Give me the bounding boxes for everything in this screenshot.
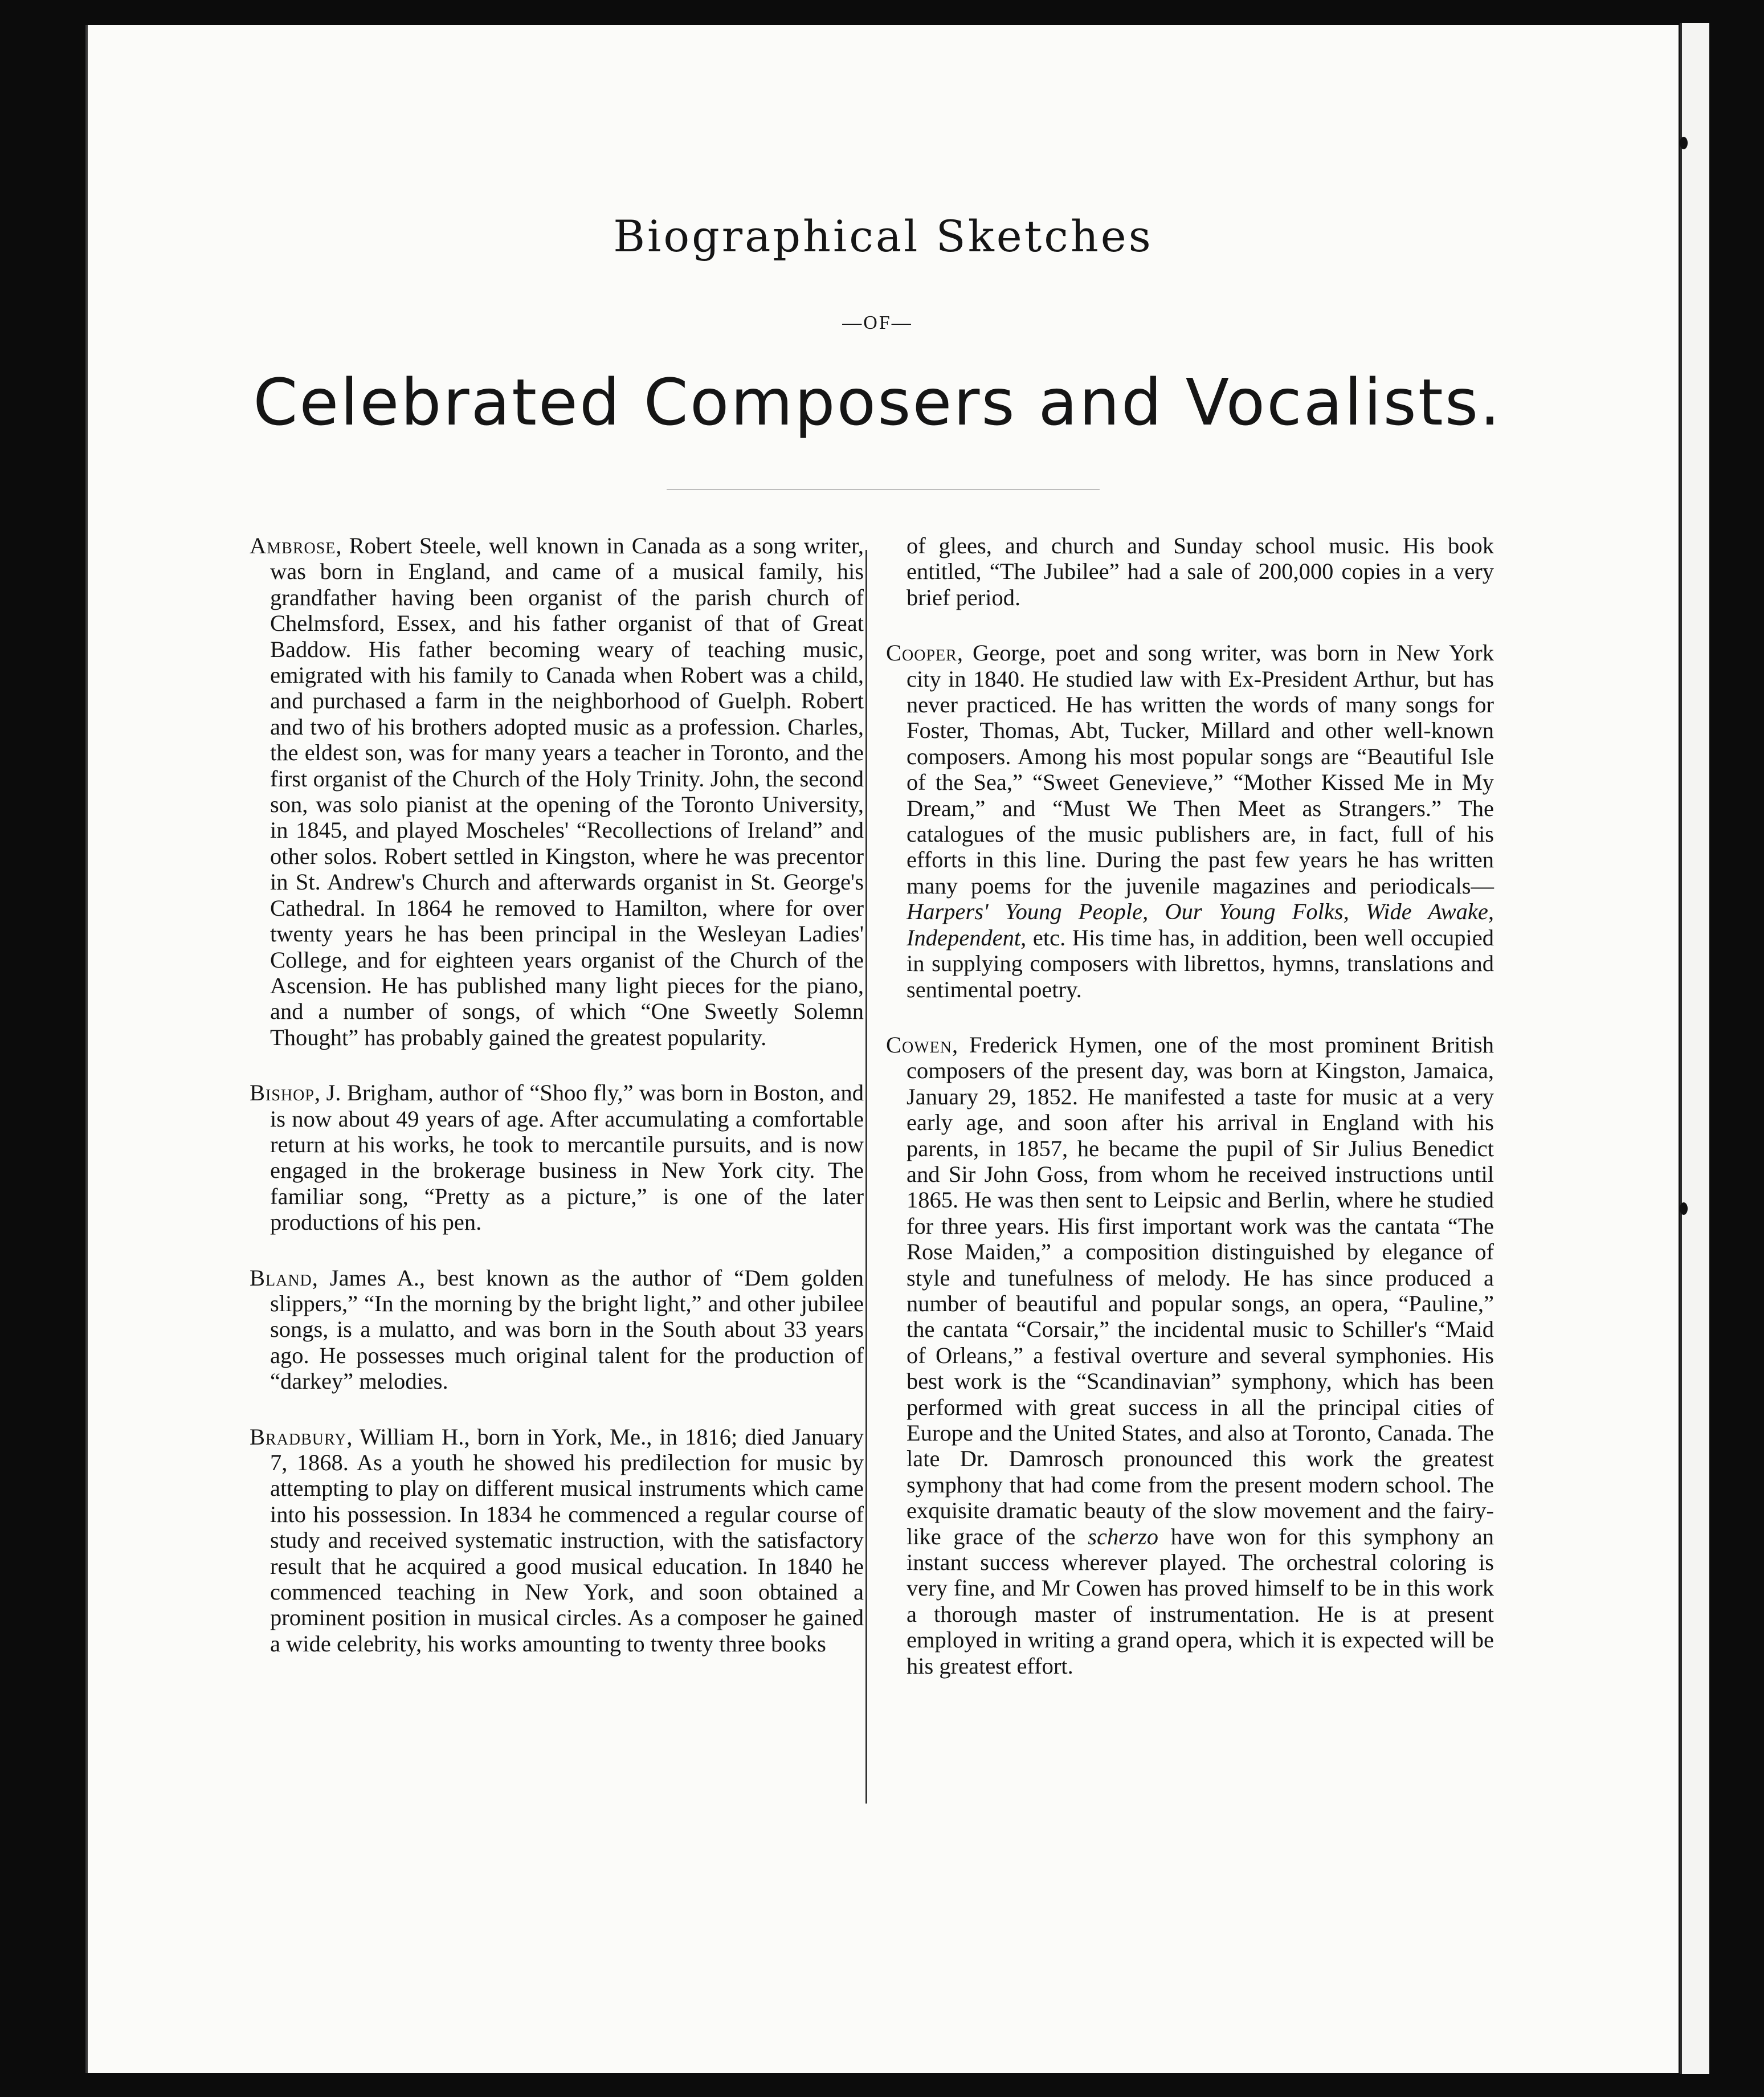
entry-text: of glees, and church and Sunday school music. His book entitled, “The Jubilee” had a sale of 200,000 copies in a very brief period. [906,533,1494,610]
entry-text: , Frederick Hymen, one of the most prominent British composers of the present day, was born at Kingston, Jamaica, January 29, 1852. He manifested a taste for music at a very early age, and soon after his arrival in England with his parents, in 1857, he became the pupil of Sir Julius Benedict and Sir John Goss, from whom he received instructions until 1865. He was then sent to Leipsic and Berlin, where he studied for three years. His first important work was the cantata “The Rose Maiden,” a composition distinguished by elegance of style and tunefulness of melody. He has since produced a number of beautiful and popular songs, an opera, “Pauline,” the cantata “Corsair,” the incidental music to Schiller's “Maid of Orleans,” a festival overture and several symphonies. His best work is the “Scandinavian” symphony, which has been performed with great success in all the principal cities of Europe and the United States, and also at Toronto, Canada. The late Dr. Damrosch pronounced this work the greatest symphony that had come from the present modern school. The exquisite dramatic beauty of the slow movement and the fairy-like grace of the [906,1031,1494,1549]
entry-cowen [886,1032,1494,1679]
entry-text: , George, poet and song writer, was born in New York city in 1840. He studied law with Ex-President Arthur, but has never practiced. He has written the words of many songs for Foster, Thomas, Abt, Tucker, Millard and other well-known composers. Among his most popular songs are “Beautiful Isle of the Sea,” “Sweet Genevieve,” “Mother Kissed Me in My Dream,” and “Must We Then Meet as Strangers.” The catalogues of the music publishers are, in fact, full of his efforts in this line. During the past few years he has written many poems for the juvenile magazines and periodicals— [906,640,1494,899]
entry-bradbury-continued [886,533,1494,610]
entry-text: have won for this symphony an instant success wherever played. The orchestral coloring is very fine, and Mr Cowen has proved himself to be in this work a thorough master of instrumentation. He is at present employed in writing a grand opera, which it is expected will be his greatest effort. [906,1523,1494,1679]
entry-cooper [886,640,1494,1002]
title-of: —OF— [842,312,913,333]
entry-bradbury [250,1424,864,1657]
binding-mark [1680,137,1688,149]
entry-text-italic: scherzo [1088,1523,1159,1549]
column-divider [865,550,867,1804]
entry-text: , James A., best known as the author of “Dem golden slippers,” “In the morning by the bright light,” and other jubilee songs, is a mulatto, and was born in the South about 33 years ago. He possesses much original talent for the production of “darkey” melodies. [270,1264,864,1394]
entry-name: Ambrose [250,533,336,558]
entry-ambrose [250,533,864,1050]
entry-bland [250,1265,864,1394]
entry-name: Cooper [886,640,957,666]
next-page-edge [1680,23,1709,2074]
entry-bishop [250,1080,864,1235]
page-left-edge [85,25,88,2073]
entry-text: , Robert Steele, well known in Canada as a song writer, was born in England, and came of a musical family, his grandfather having been organist of the parish church of Chelmsford, Essex, and his father organist of that of Great Baddow. His father becoming weary of teaching music, emigrated with his family to Canada when Robert was a child, and purchased a farm in the neighborhood of Guelph. Robert and two of his brothers adopted music as a profession. Charles, the eldest son, was for many years a teacher in Toronto, and the first organist of the Church of the Holy Trinity. John, the second son, was solo pianist at the opening of the Toronto University, in 1845, and played Moscheles' “Recollections of Ireland” and other solos. Robert settled in Kingston, where he was precentor in St. Andrew's Church and afterwards organist in St. George's Cathedral. In 1864 he removed to Hamilton, where for over twenty years he has been principal in the Wesleyan Ladies' College, and for eighteen years organist of the Church of the Ascension. He has published many light pieces for the piano, and a number of songs, of which “One Sweetly Solemn Thought” has probably gained the greatest popularity. [270,533,864,1050]
entry-text-italic: Harpers' Young People, Our Young Folks, Wide Awake, Independent [906,899,1494,950]
entry-name: Bland [250,1264,312,1291]
title-divider [667,489,1100,490]
entry-name: Bishop [250,1080,315,1106]
entry-name: Bradbury [250,1423,347,1450]
entry-name: Cowen [886,1031,952,1058]
entry-text: , J. Brigham, author of “Shoo fly,” was born in Boston, and is now about 49 years of age. After accumulating a comfortable return at his works, he took to mercantile pursuits, and is now engaged in the brokerage business in New York city. The familiar song, “Pretty as a picture,” is one of the later productions of his pen. [270,1080,864,1235]
right-column [886,533,1494,1708]
left-column [250,533,864,1686]
entry-text: , William H., born in York, Me., in 1816; died January 7, 1868. As a youth he showed his predilection for music by attempting to play on different musical instruments which came into his possession. In 1834 he commenced a regular course of study and received systematic instruction, with the satisfactory result that he acquired a good musical education. In 1840 he commenced teaching in New York, and soon obtained a prominent position in musical circles. As a composer he gained a wide celebrity, his works amounting to twenty three books [270,1423,864,1657]
entry-text: , etc. His time has, in addition, been well occupied in supplying composers with librettos, hymns, translations and sentimental poetry. [906,924,1494,1002]
title-line-1: Biographical Sketches [613,211,1153,262]
title-line-2: Celebrated Composers and Vocalists. [253,366,1502,440]
binding-mark [1680,1202,1688,1215]
